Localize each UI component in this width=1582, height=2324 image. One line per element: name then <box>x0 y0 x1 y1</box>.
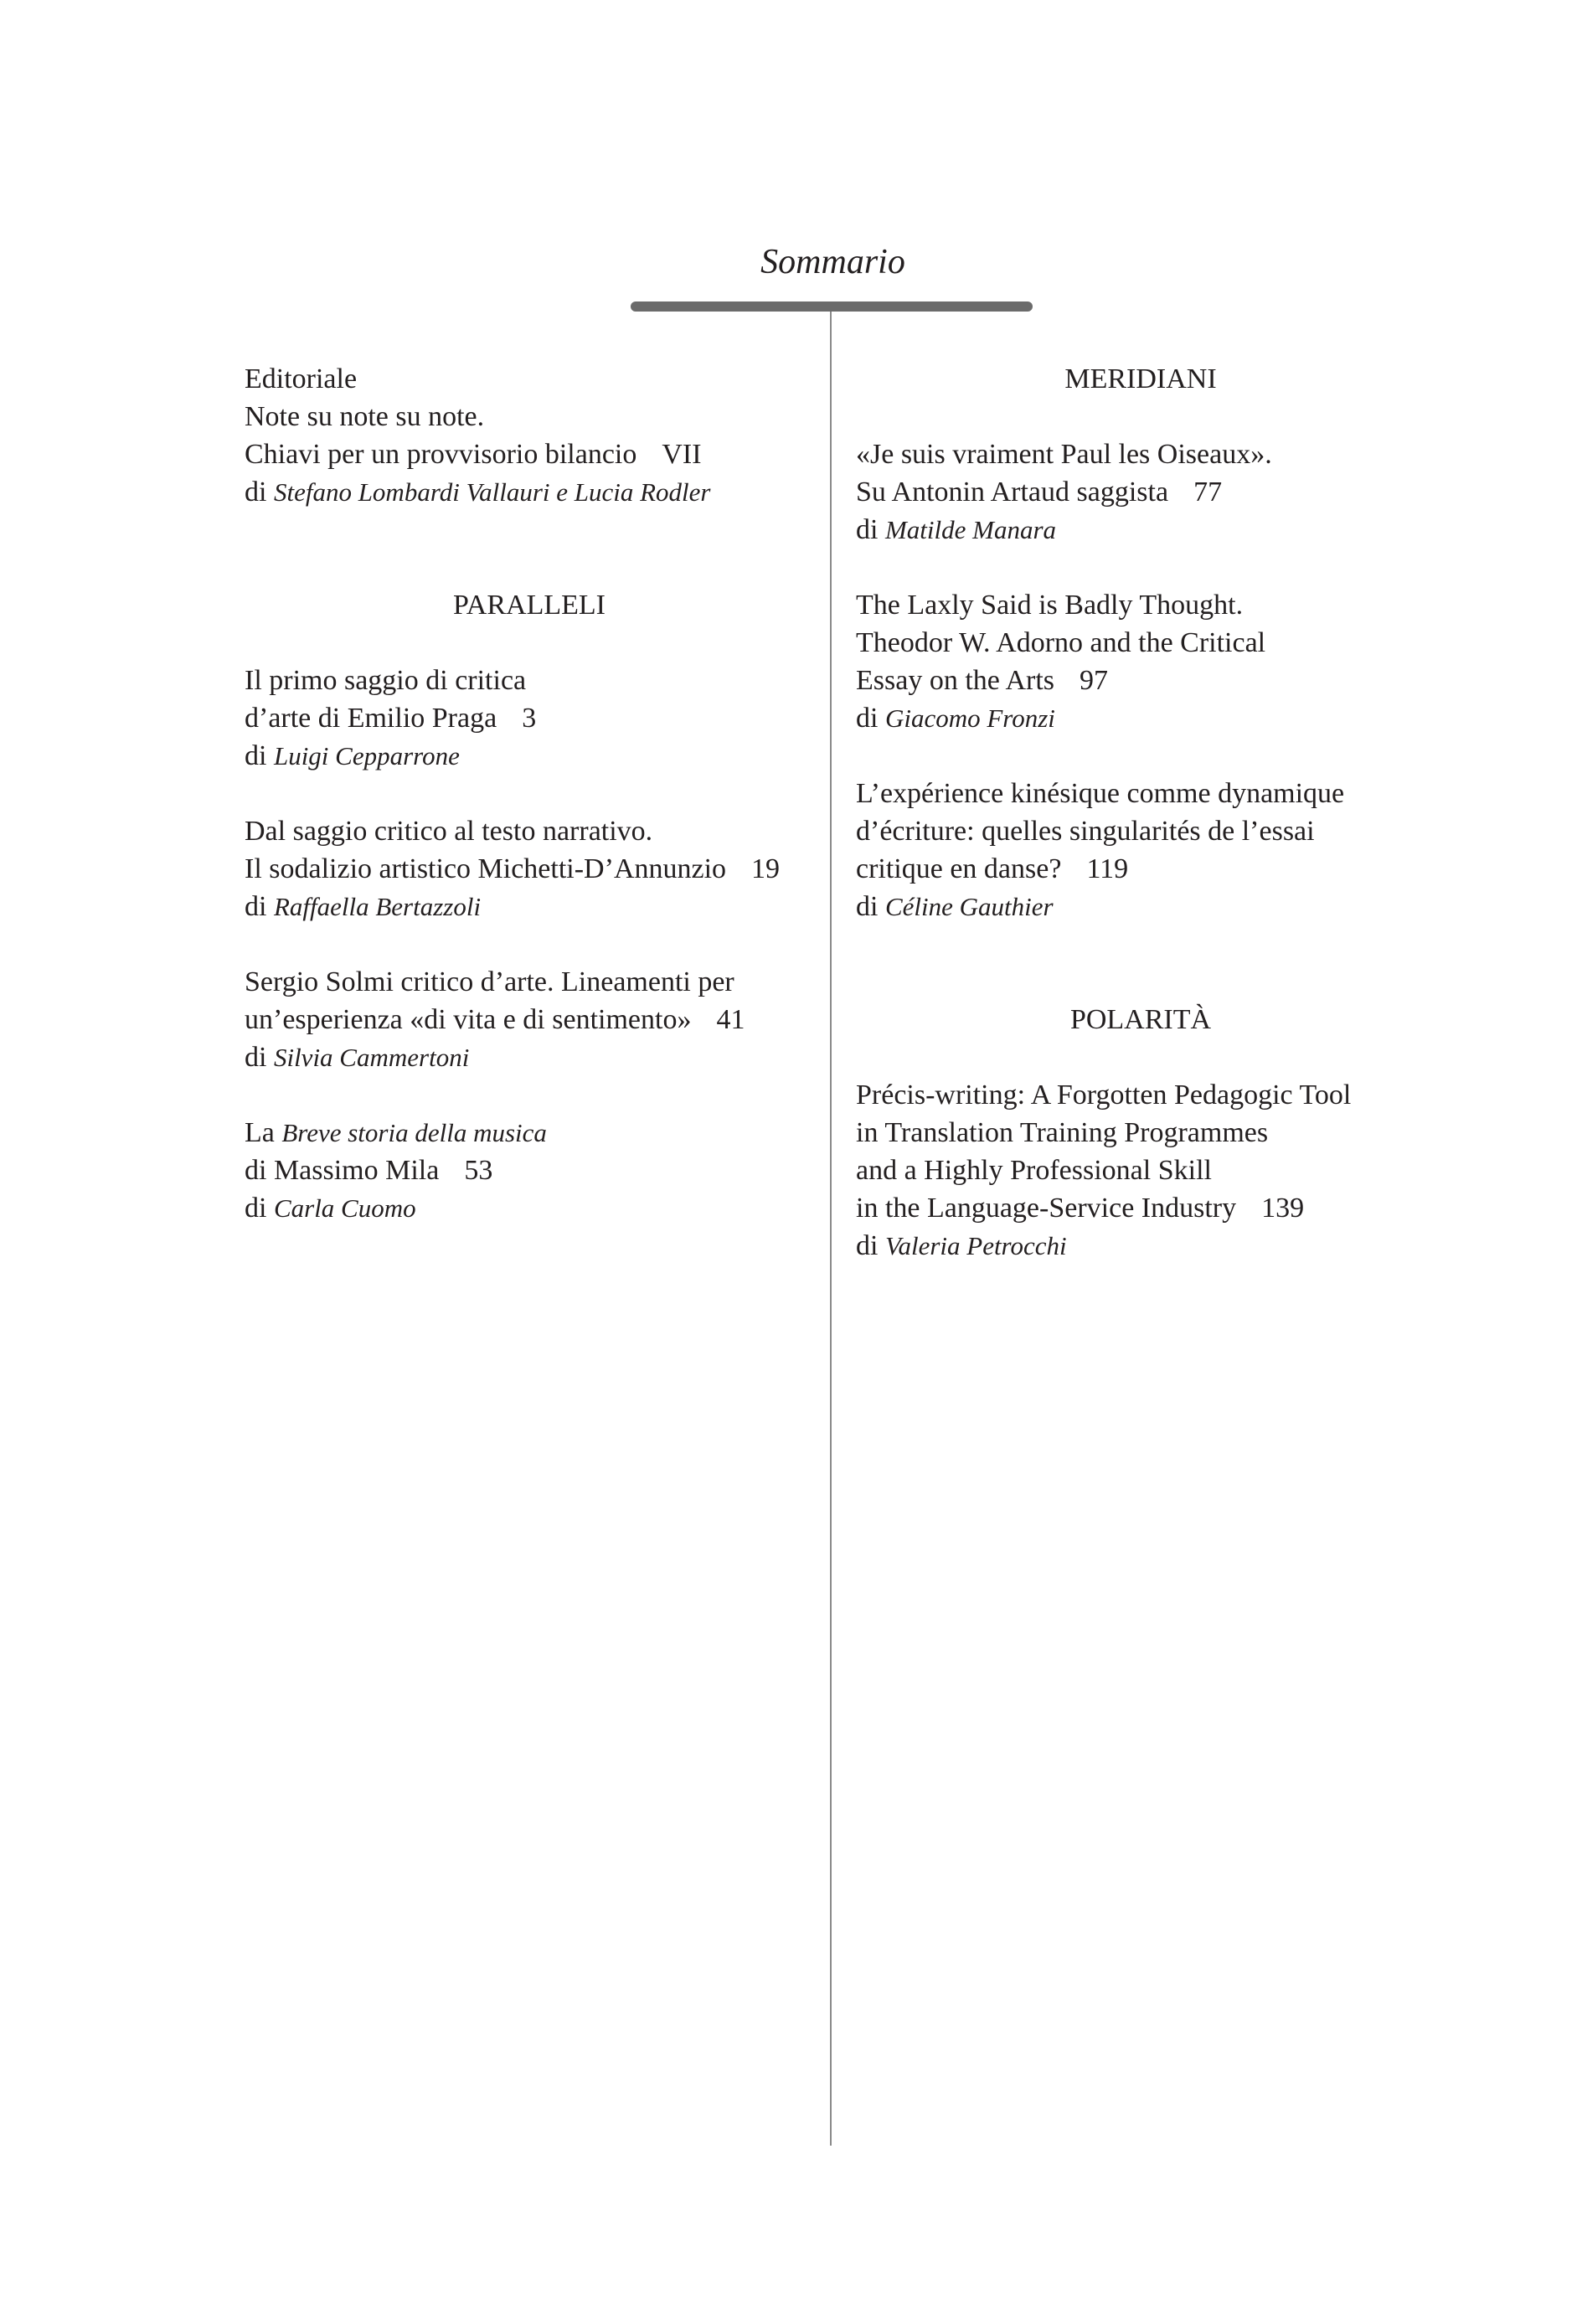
entry-title-italic: Breve storia della musica <box>281 1118 547 1147</box>
page-number: 53 <box>464 1155 493 1186</box>
toc-entry[interactable] <box>245 662 814 775</box>
author-prefix: di <box>245 740 267 771</box>
toc-entry[interactable] <box>856 586 1425 737</box>
author-name: Carla Cuomo <box>273 1193 416 1223</box>
author-name: Céline Gauthier <box>884 892 1054 921</box>
entry-title-line: Il sodalizio artistico Michetti-D’Annunzio <box>245 853 727 884</box>
author-prefix: di <box>856 514 879 545</box>
entry-title-line: critique en danse? <box>856 853 1062 884</box>
entry-title-line: Sergio Solmi critico d’arte. Lineamenti per <box>245 966 734 997</box>
entry-title-line: Dal saggio critico al testo narrativo. <box>245 816 653 847</box>
author-name: Raffaella Bertazzoli <box>273 892 482 921</box>
right-column <box>856 360 1425 1265</box>
entry-title-line: un’esperienza «di vita e di sentimento» <box>245 1004 692 1035</box>
page-number: 41 <box>716 1004 745 1035</box>
author-prefix: di <box>856 703 879 734</box>
toc-entry[interactable] <box>245 812 814 925</box>
page-number: 119 <box>1086 853 1129 884</box>
author-name: Silvia Cammertoni <box>273 1043 470 1072</box>
entry-title-prefix: La <box>245 1117 275 1148</box>
toc-entry[interactable] <box>245 963 814 1076</box>
section-heading-polarita: POLARITÀ <box>1069 1004 1212 1035</box>
entry-title-line: d’écriture: quelles singularités de l’essai <box>856 816 1315 847</box>
toc-entry-editorial[interactable] <box>245 360 814 511</box>
entry-label: Editoriale <box>245 363 358 394</box>
page-title: Sommario <box>760 243 905 281</box>
toc-entry[interactable] <box>856 435 1425 549</box>
page-number: VII <box>662 439 702 470</box>
page-number: 139 <box>1261 1193 1305 1224</box>
entry-title-line: and a Highly Professional Skill <box>856 1155 1212 1186</box>
column-divider <box>830 312 832 2146</box>
page-number: 97 <box>1080 665 1109 696</box>
title-rule <box>631 301 1033 312</box>
left-column <box>245 360 814 1227</box>
page-number: 19 <box>751 853 781 884</box>
entry-title-line: in Translation Training Programmes <box>856 1117 1269 1148</box>
author-prefix: di <box>245 477 267 508</box>
author-prefix: di <box>245 1193 267 1224</box>
entry-title-line: Essay on the Arts <box>856 665 1055 696</box>
entry-title-line: Su Antonin Artaud saggista <box>856 477 1169 508</box>
entry-title-line: in the Language-Service Industry <box>856 1193 1237 1224</box>
entry-title-line: d’arte di Emilio Praga <box>245 703 497 734</box>
entry-title-line: Note su note su note. <box>245 401 485 432</box>
page-number: 77 <box>1193 477 1223 508</box>
entry-title-line: «Je suis vraiment Paul les Oiseaux». <box>856 439 1272 470</box>
author-prefix: di <box>245 1042 267 1073</box>
author-name: Giacomo Fronzi <box>884 703 1055 733</box>
author-prefix: di <box>245 891 267 922</box>
entry-title-line: The Laxly Said is Badly Thought. <box>856 590 1244 621</box>
entry-title-line: di Massimo Mila <box>245 1155 440 1186</box>
page-number: 3 <box>522 703 537 734</box>
entry-title-line: L’expérience kinésique comme dynamique <box>856 778 1345 809</box>
author-prefix: di <box>856 1230 879 1261</box>
author-name: Matilde Manara <box>884 515 1057 544</box>
toc-entry[interactable] <box>856 775 1425 925</box>
toc-entry[interactable] <box>245 1114 814 1227</box>
entry-title-line: Précis-writing: A Forgotten Pedagogic Tool <box>856 1080 1352 1110</box>
entry-title-line: Theodor W. Adorno and the Critical <box>856 627 1266 658</box>
toc-entry[interactable] <box>856 1076 1425 1265</box>
author-name: Stefano Lombardi Vallauri e Lucia Rodler <box>273 477 711 507</box>
author-name: Valeria Petrocchi <box>884 1231 1067 1260</box>
section-heading-paralleli: PARALLELI <box>453 590 605 621</box>
section-heading-meridiani: MERIDIANI <box>1064 363 1217 394</box>
entry-title-line: Il primo saggio di critica <box>245 665 527 696</box>
author-name: Luigi Cepparrone <box>273 741 460 770</box>
author-prefix: di <box>856 891 879 922</box>
entry-title-line: Chiavi per un provvisorio bilancio <box>245 439 637 470</box>
